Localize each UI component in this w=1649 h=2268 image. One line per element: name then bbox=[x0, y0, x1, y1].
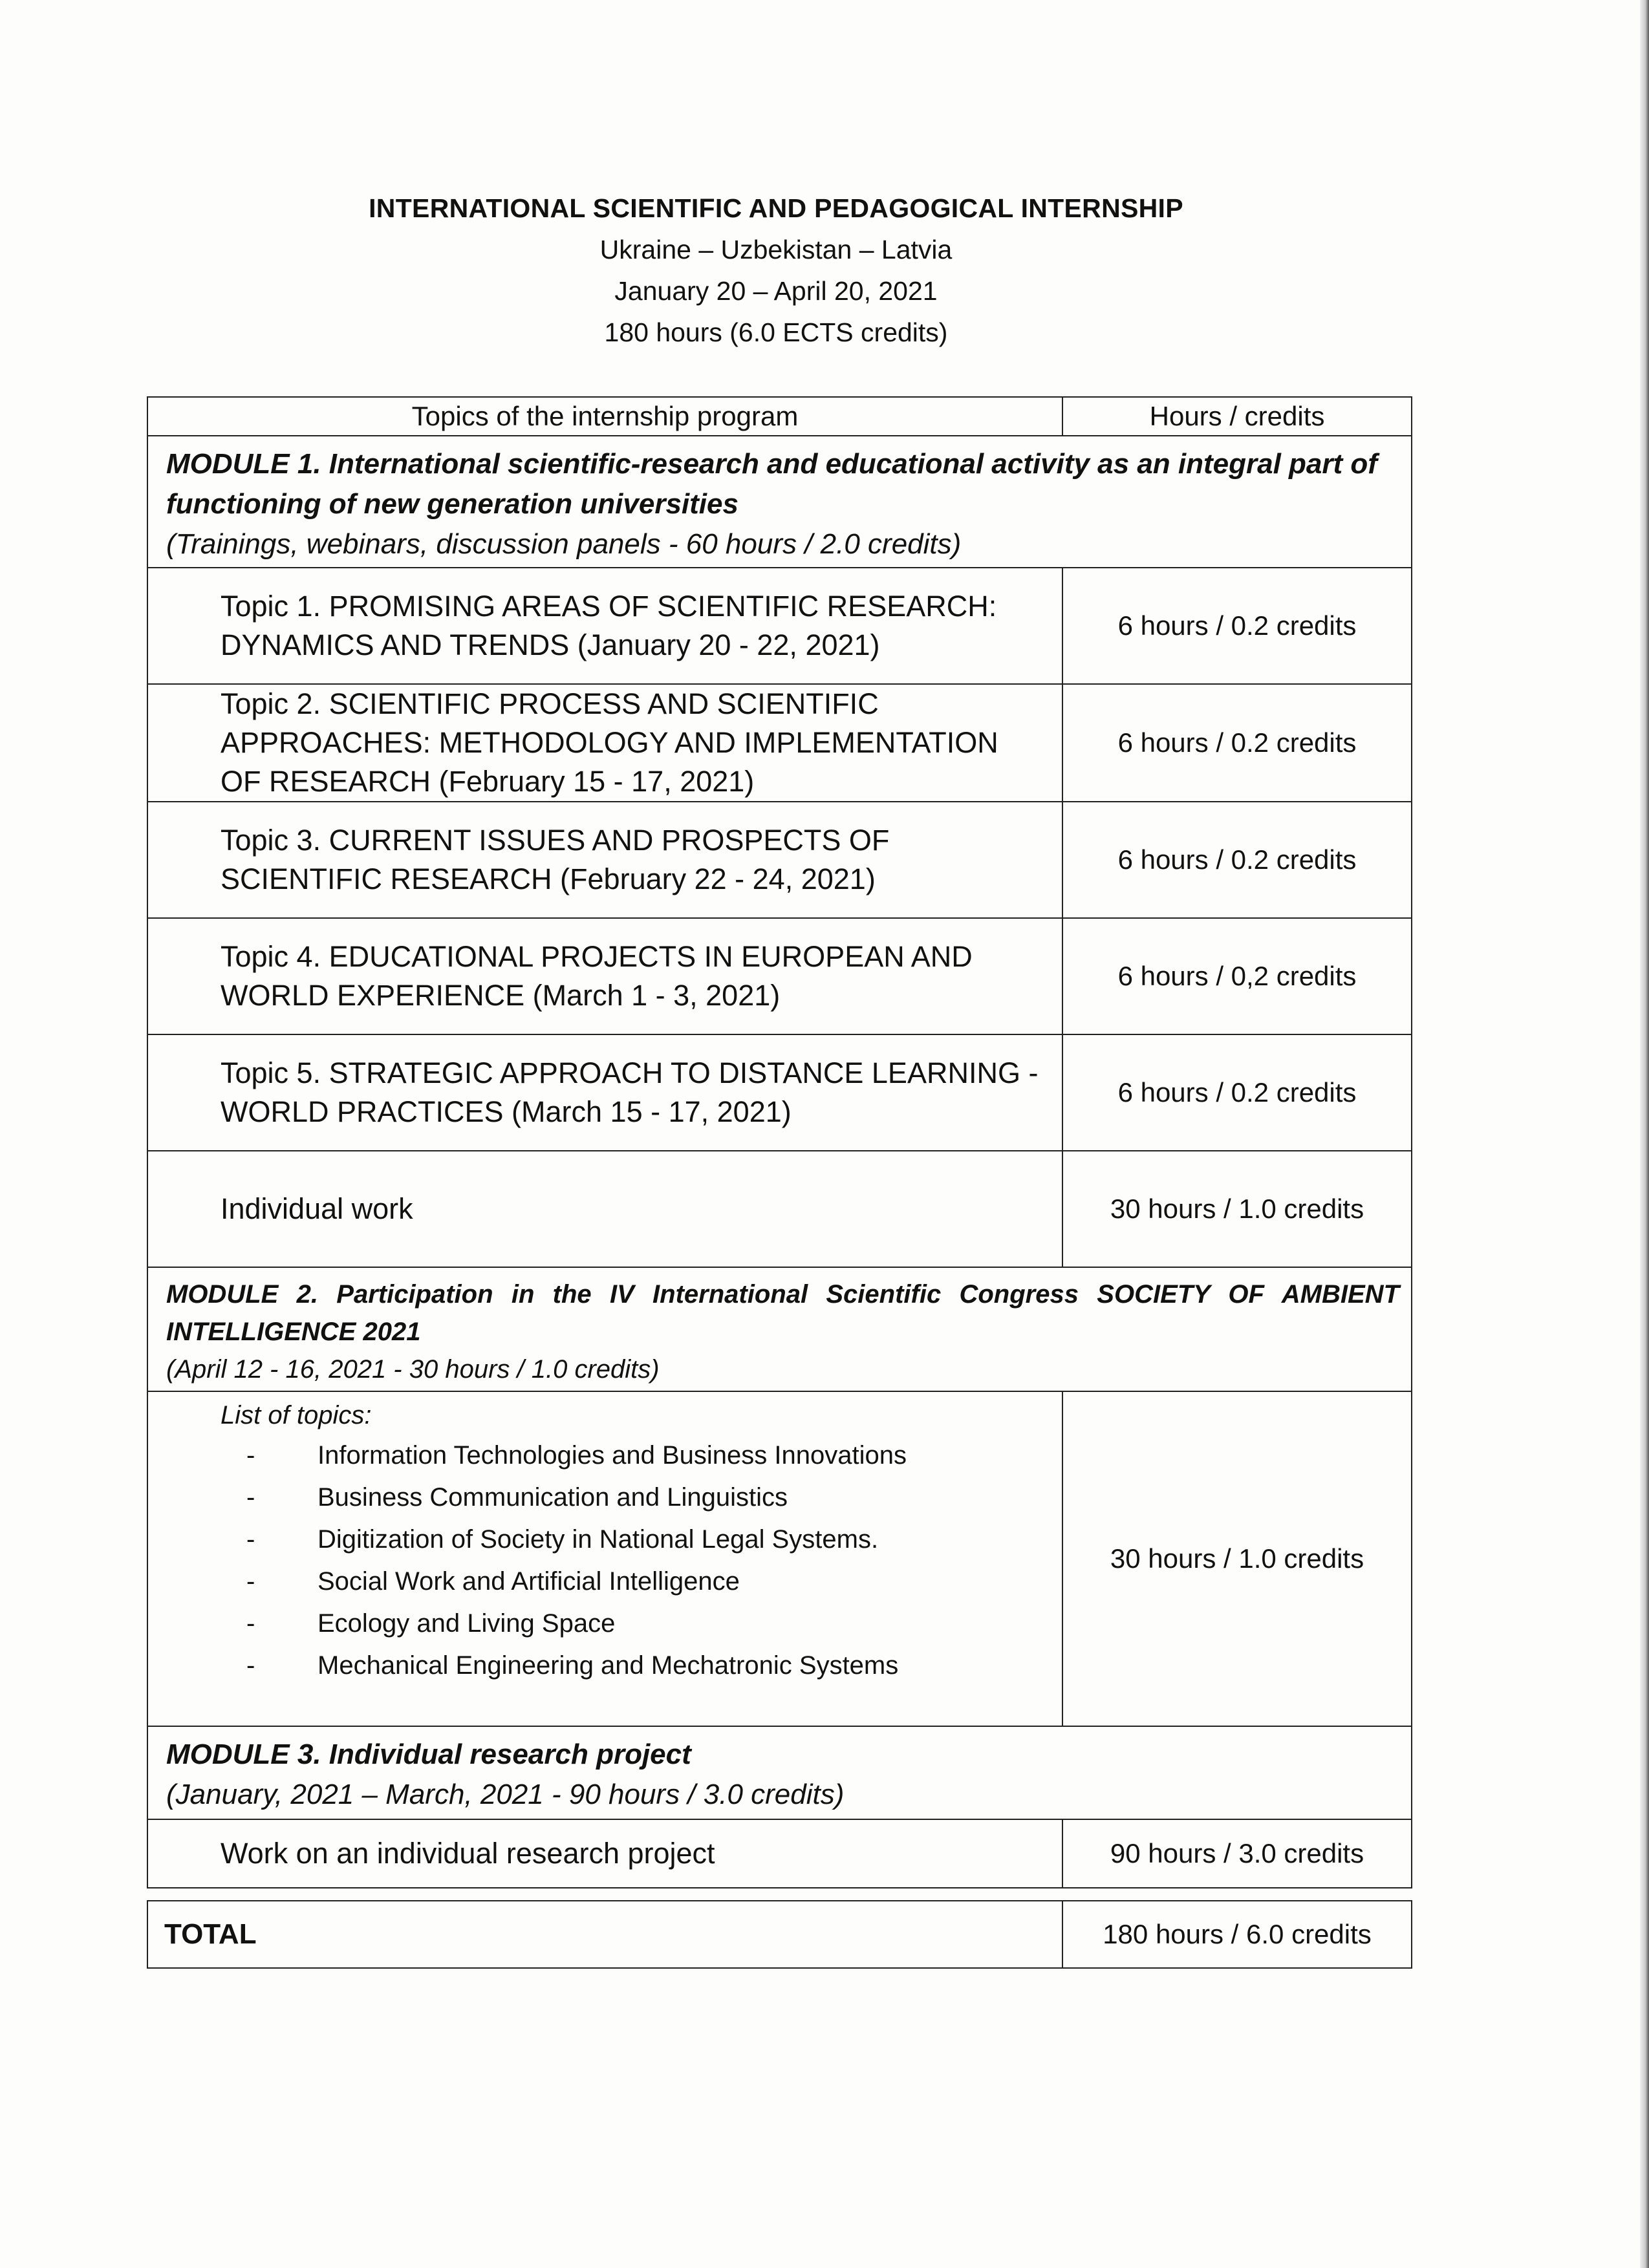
hours-cell: 6 hours / 0,2 credits bbox=[1062, 918, 1412, 1034]
list-item bbox=[246, 1603, 1049, 1645]
table-row bbox=[147, 684, 1412, 802]
table-row bbox=[147, 1819, 1412, 1888]
bullet-dash: - bbox=[246, 1609, 255, 1638]
module2-title: MODULE 2. Participation in the IV International Scientific Congress SOCIETY OF AMBIENT INTELLIGENCE 2021 bbox=[166, 1280, 1399, 1346]
topic-cell: Topic 1. PROMISING AREAS OF SCIENTIFIC RESEARCH: DYNAMICS AND TRENDS (January 20 - 22, 2021) bbox=[147, 568, 1062, 684]
list-item-label: Ecology and Living Space bbox=[318, 1609, 616, 1638]
total-hours: 180 hours / 6.0 credits bbox=[1062, 1901, 1412, 1968]
module1-header-row bbox=[147, 436, 1412, 568]
module3-header bbox=[147, 1726, 1412, 1819]
module3-title: MODULE 3. Individual research project bbox=[166, 1738, 691, 1770]
module2-subtitle: (April 12 - 16, 2021 - 30 hours / 1.0 credits) bbox=[166, 1355, 660, 1384]
total-table bbox=[147, 1900, 1412, 1969]
list-item bbox=[246, 1477, 1049, 1519]
research-work-cell: Work on an individual research project bbox=[147, 1819, 1062, 1888]
list-item bbox=[246, 1561, 1049, 1603]
hours-cell: 30 hours / 1.0 credits bbox=[1062, 1151, 1412, 1267]
module3-header-row bbox=[147, 1726, 1412, 1819]
scan-edge-shadow bbox=[1640, 0, 1649, 2268]
topic-cell: Topic 4. EDUCATIONAL PROJECTS IN EUROPEAN AND WORLD EXPERIENCE (March 1 - 3, 2021) bbox=[147, 918, 1062, 1034]
table-row bbox=[147, 918, 1412, 1034]
col-header-topics: Topics of the internship program bbox=[147, 397, 1062, 436]
topics-list-cell bbox=[147, 1391, 1062, 1726]
hours-cell: 6 hours / 0.2 credits bbox=[1062, 1034, 1412, 1151]
module2-topics-row bbox=[147, 1391, 1412, 1726]
topics-list bbox=[221, 1435, 1049, 1687]
individual-work-cell: Individual work bbox=[147, 1151, 1062, 1267]
list-heading: List of topics: bbox=[221, 1401, 372, 1429]
countries-line: Ukraine – Uzbekistan – Latvia bbox=[599, 235, 953, 264]
list-item-label: Mechanical Engineering and Mechatronic Systems bbox=[318, 1651, 899, 1680]
program-table bbox=[147, 396, 1412, 1888]
module1-title: MODULE 1. International scientific-research and educational activity as an integral part of functioning of new generation universities bbox=[166, 448, 1377, 520]
hours-line: 180 hours (6.0 ECTS credits) bbox=[604, 317, 948, 347]
document-header bbox=[0, 187, 1552, 353]
topic-cell: Topic 3. CURRENT ISSUES AND PROSPECTS OF SCIENTIFIC RESEARCH (February 22 - 24, 2021) bbox=[147, 802, 1062, 918]
list-item bbox=[246, 1645, 1049, 1687]
hours-cell: 6 hours / 0.2 credits bbox=[1062, 568, 1412, 684]
list-item bbox=[246, 1519, 1049, 1561]
hours-cell: 90 hours / 3.0 credits bbox=[1062, 1819, 1412, 1888]
table-row bbox=[147, 802, 1412, 918]
dates-line: January 20 – April 20, 2021 bbox=[614, 276, 938, 306]
hours-cell: 6 hours / 0.2 credits bbox=[1062, 684, 1412, 802]
total-row bbox=[147, 1901, 1412, 1968]
table-header-row bbox=[147, 397, 1412, 436]
list-item-label: Digitization of Society in National Legal Systems. bbox=[318, 1525, 879, 1554]
bullet-dash: - bbox=[246, 1441, 255, 1470]
bullet-dash: - bbox=[246, 1651, 255, 1680]
bullet-dash: - bbox=[246, 1483, 255, 1512]
col-header-hours: Hours / credits bbox=[1062, 397, 1412, 436]
bullet-dash: - bbox=[246, 1525, 255, 1554]
module2-header bbox=[147, 1267, 1412, 1391]
topic-cell: Topic 2. SCIENTIFIC PROCESS AND SCIENTIFIC APPROACHES: METHODOLOGY AND IMPLEMENTATION OF RESEARCH (February 15 - 17, 2021) bbox=[147, 684, 1062, 802]
document-title: INTERNATIONAL SCIENTIFIC AND PEDAGOGICAL INTERNSHIP bbox=[369, 193, 1183, 223]
table-row bbox=[147, 1034, 1412, 1151]
module1-subtitle: (Trainings, webinars, discussion panels - 60 hours / 2.0 credits) bbox=[166, 528, 962, 560]
list-item-label: Business Communication and Linguistics bbox=[318, 1483, 788, 1512]
list-item bbox=[246, 1435, 1049, 1477]
list-item-label: Social Work and Artificial Intelligence bbox=[318, 1567, 740, 1596]
topic-cell: Topic 5. STRATEGIC APPROACH TO DISTANCE LEARNING - WORLD PRACTICES (March 15 - 17, 2021) bbox=[147, 1034, 1062, 1151]
table-row bbox=[147, 568, 1412, 684]
list-item-label: Information Technologies and Business Innovations bbox=[318, 1441, 907, 1470]
total-label: TOTAL bbox=[147, 1901, 1062, 1968]
module2-header-row bbox=[147, 1267, 1412, 1391]
hours-cell: 30 hours / 1.0 credits bbox=[1062, 1391, 1412, 1726]
bullet-dash: - bbox=[246, 1567, 255, 1596]
module3-subtitle: (January, 2021 – March, 2021 - 90 hours / 3.0 credits) bbox=[166, 1779, 845, 1810]
table-row bbox=[147, 1151, 1412, 1267]
hours-cell: 6 hours / 0.2 credits bbox=[1062, 802, 1412, 918]
module1-header bbox=[147, 436, 1412, 568]
